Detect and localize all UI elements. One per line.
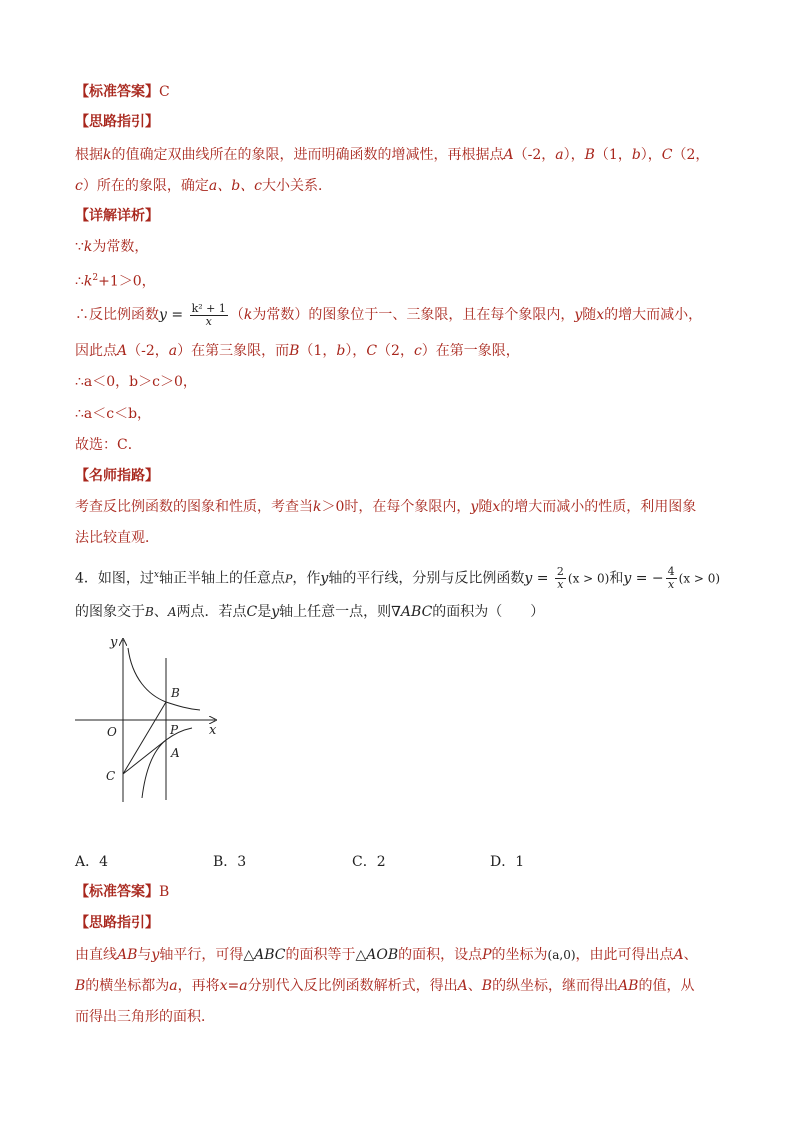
q3-hint-line-1: 根据k的值确定双曲线所在的象限，进而明确函数的增减性，再根据点A（-2，a），B（1，b），C（2，	[75, 147, 710, 163]
label-a: A	[171, 746, 180, 760]
hyperbola-figure	[70, 630, 230, 810]
q3-step-7: 故选：C．	[75, 437, 142, 453]
option-d[interactable]: D．1	[490, 854, 525, 870]
q3-step-1: ∵k为常数，	[75, 239, 149, 255]
label-o: O	[107, 725, 117, 739]
q3-step-6: ∴a＜c＜b，	[75, 406, 152, 422]
q4-question-line-2: 的图象交于B、A两点．若点C是y轴上任意一点，则∇ABC的面积为（ ）	[75, 604, 545, 620]
q3-answer-line	[75, 82, 170, 102]
fraction-k2-plus-1-over-x: $\frac{\text{k² + 1}}{x}$	[191, 301, 226, 328]
q4-answer-line: 【标准答案】B	[75, 884, 170, 900]
q3-teacher-line-2: 法比较直观．	[75, 530, 159, 546]
q3-hint-label: 【思路指引】	[75, 114, 159, 130]
q3-detail-label: 【详解详析】	[75, 208, 159, 224]
segment-cb	[123, 702, 166, 774]
curve-y-neg-4-over-x	[142, 728, 192, 798]
option-b[interactable]: B．3	[213, 854, 247, 870]
q3-step-4: 因此点A（-2，a）在第三象限，而B（1，b），C（2，c）在第一象限，	[75, 343, 520, 359]
answer-value: C	[159, 84, 170, 100]
q3-hint-line-2: c）所在的象限，确定a、b、c大小关系．	[75, 178, 332, 194]
q4-hint-label: 【思路指引】	[75, 915, 159, 931]
option-a[interactable]: A．4	[75, 854, 109, 870]
fraction-2-over-x: $\frac{2}{x}$	[556, 565, 564, 592]
q4-hint-line-3: 而得出三角形的面积．	[75, 1009, 215, 1025]
q3-teacher-label: 【名师指路】	[75, 468, 159, 484]
curve-y-2-over-x	[128, 648, 200, 710]
label-p: P	[170, 723, 179, 737]
label-x: x	[209, 723, 217, 738]
label-c: C	[106, 769, 116, 783]
fraction-4-over-x: $\frac{4}{x}$	[667, 565, 675, 592]
q3-step-5: ∴a＜0，b＞c＞0，	[75, 374, 197, 390]
label-y: y	[110, 635, 118, 650]
label-b: B	[171, 686, 180, 700]
q3-step-2: $\therefore k^2+1>0$，	[75, 273, 156, 290]
q4-hint-line-1: 由直线AB与y轴平行，可得△ABC的面积等于△AOB的面积，设点P的坐标为(a,0)，由此可得出点A、	[75, 947, 698, 963]
q4-hint-line-2: B的横坐标都为a，再将x=a分别代入反比例函数解析式，得出A、B的纵坐标，继而得出AB的值，从	[75, 978, 695, 994]
q3-step-3: ∴反比例函数y = $\frac{\text{k² + 1}}{x}$ （k为常数）的图象位于一、三象限，且在每个象限内，y随x的增大而减小，	[75, 301, 703, 328]
q3-teacher-line-1: 考查反比例函数的图象和性质，考查当k＞0时，在每个象限内，y随x的增大而减小的性质，利用图象	[75, 499, 697, 515]
segment-ca	[123, 740, 166, 774]
option-c[interactable]: C．2	[352, 854, 386, 870]
answer-label: 【标准答案】	[75, 84, 159, 100]
q4-question-line-1: 4．如图，过$^x$轴正半轴上的任意点P，作y轴的平行线，分别与反比例函数y = $\frac{2}{x}$ (x > 0)和y = − $\frac{4}{x}$ (x > 0)	[75, 565, 721, 592]
